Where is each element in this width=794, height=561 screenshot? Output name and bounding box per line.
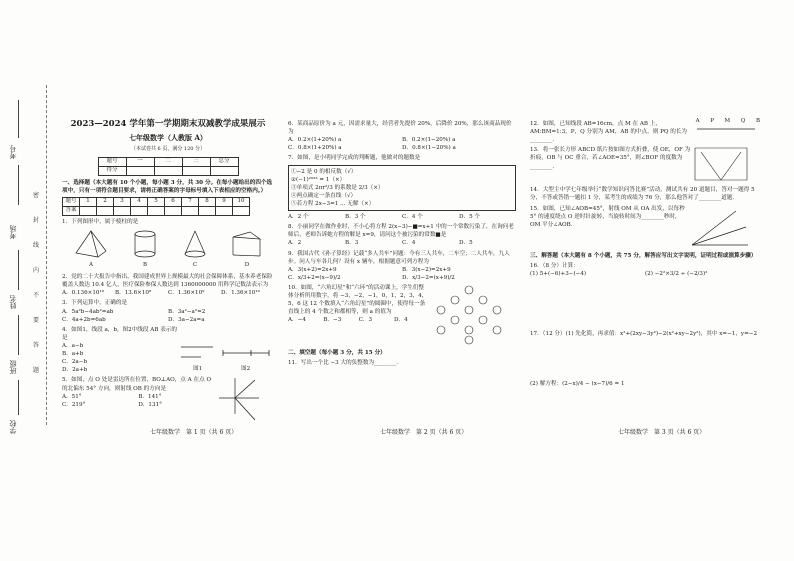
kaohao-line [18,100,19,138]
page-2-column [288,118,516,367]
q10-options [288,316,429,324]
question-9: 9．我国古代《孙子算经》记载“多人共车”问题：今有三人共车，二车空；二人共车，九人步。问人与车各几何？设有 x 辆车，根据题意可列方程为 [288,250,510,265]
answer-input-cell[interactable] [80,206,97,215]
q6-options [288,136,516,152]
q12-block [530,118,760,144]
fig2-caption: 图2 [241,366,251,373]
option: B．141° [138,393,162,400]
q12-figure [696,118,760,144]
judgement-item: ③单项式 2πr²/3 的系数是 2/3（×） [291,184,384,191]
answer-input-cell[interactable] [148,206,165,215]
score-input-cell[interactable] [126,166,154,175]
exam-title: 2023—2024 学年第一学期期末双减教学成果展示 [70,119,266,129]
q1-label: A [89,262,93,269]
answer-header-cell: 2 [97,197,114,206]
question-1: 1．下列图形中，属于棱柱的是 [62,218,139,225]
answer-input-cell[interactable] [216,206,233,215]
answer-label-cell: 答案 [63,206,80,215]
judgement-item: ①−2 是 0 的相反数（√） [291,168,357,175]
point-label: Q [740,118,746,124]
option: B．0.2×(1−20%) a [402,137,456,144]
option: D．1.36×10¹⁰ [221,290,260,297]
seal-char: 要 [33,317,40,324]
option: C．3 [358,317,373,324]
score-header-cell: 题号 [98,157,126,166]
kaochang-label: 考场 [9,225,17,239]
option: D．4 [393,317,408,324]
option: A．51° [62,393,82,400]
seal-char: 线 [33,242,40,249]
q4-block [62,324,274,375]
prism-figure [230,229,264,259]
q16-part-2: (2) −2²×3/2 ÷ (−2/3)² [645,270,708,277]
q16-answer-space[interactable] [530,278,760,328]
score-input-cell[interactable] [182,166,210,175]
q3-options [62,308,274,324]
section-1-heading: 一、选择题（本大题有 10 个小题，每小题 3 分，共 30 分。在每小题给出的四个选项中，只有一项符合题目要求，请将正确答案的字母标号填入下表相应的空格内。） [62,179,273,194]
question-14: 14．大型主中学七年级举行“数学知识问答比赛”活动，测试共有 20 道题目，答对一题得 5 分，不答或答错一题扣 1 分，某考生的成绩为 76 分，那么他答对了________道题． [530,187,755,202]
judgement-item: ④两点确定一条直线（√） [291,192,357,199]
seal-dashed-line [46,85,47,425]
seal-char: 内 [33,267,40,274]
xingming-line [18,250,19,290]
question-15: 15．如图，已知∠AOB=45°，射线 OM 从 OA 出发，以每秒 5° 的速度绕点 O 逆时针旋转，当旋转时间为________秒时，OM 平分∠AOB． [530,205,685,228]
q4-options [62,342,179,374]
answer-header-cell: 8 [199,197,216,206]
score-header-cell: 二 [154,157,182,166]
answer-input-cell[interactable] [199,206,216,215]
q1-label: D [244,262,250,269]
option: C．x/3+2=(x−9)/2 [288,274,341,281]
option: D．2a+b [62,367,88,374]
answer-header-cell: 7 [182,197,199,206]
option: D．3a−2a=a [168,316,205,323]
seal-char: 题 [33,367,40,374]
option: B．3(x−2)=2x+9 [402,266,451,273]
seal-char: 答 [33,342,40,349]
xingming-label: 姓名 [9,295,17,309]
option: B．a+b [62,351,84,358]
answer-header-cell: 9 [216,197,233,206]
q7-options [288,213,516,221]
answer-header-cell: 题号 [63,197,80,206]
fig1-caption: 图1 [193,366,203,373]
question-3: 3．下列运算中，正确的是 [62,300,128,307]
cone-figure [180,229,210,259]
angle-figure [686,203,752,249]
score-header-cell: 总分 [210,157,238,166]
q8-options [288,239,516,247]
question-12: 12．如图，已知线段 AB=16cm，点 M 在 AB 上，AM:BM=1:3，P，Q 分别为 AM，AB 的中点，则 PQ 的长为________． [530,121,687,144]
page-1-column [62,118,274,424]
option: C．4a+2b=6ab [62,316,106,323]
judgement-item: ②(−1)²⁰²³ = 1（×） [291,176,346,183]
q1-option-b [130,229,160,270]
q7-judgement-box [288,165,516,212]
option: B．3a²−a²=2 [168,308,206,315]
answer-header-cell: 3 [114,197,131,206]
exam-note: （本试卷共 6 页，满分 120 分） [130,146,206,153]
page-1-footer: 七年级数学 第 1 页（共 6 页） [150,429,238,436]
option: B．13.6×10⁸ [115,290,152,297]
q9-options [288,266,516,282]
cylinder-figure [130,229,160,259]
answer-table [62,197,250,216]
kaohao-label: 考号 [9,145,17,159]
option: A．0.2×(1+20%) a [288,137,342,144]
q1-option-d [230,229,264,270]
question-4: 4．如图1，线段 a，b，图2中线段 AB 表示的是 [62,326,177,341]
q1-option-a [72,229,110,270]
option: A．5a²b−4ab²=ab [62,308,114,315]
option: B．−3 [323,317,342,324]
page-3-column [530,118,760,388]
option: A．a−b [62,342,84,349]
xuexiao-label: 学校 [9,420,17,434]
seal-char: 封 [33,217,40,224]
q4-fig2 [221,341,271,374]
q13-block [530,144,760,184]
banji-label: 班级 [9,360,17,374]
answer-input-cell[interactable] [114,206,131,215]
option: D．5 个 [459,214,481,221]
option: A．0.136×10¹⁰ [62,290,104,297]
question-10: 10．如图，“六角幻星”和“六环”的活动课上，学生们整体分析所用数字，将 −3，−2，−1，0，1，2，3，4，5，6 这 12 个数填入“六角幻星”的圆圈中，使得每一条直线上的 4 个数之和都相等，则 a 的值为 [288,284,428,316]
page-2-footer: 七年级数学 第 2 页（共 6 页） [380,429,468,436]
point-label: B [755,118,760,124]
binding-strip [0,60,40,460]
answer-header-cell: 6 [165,197,182,206]
option: D．131° [138,401,162,408]
score-input-cell[interactable] [154,166,182,175]
answer-input-cell[interactable] [233,206,250,215]
question-7: 7．如图，是小明同学完成的判断题，他做对的题数是 [288,155,421,162]
answer-input-cell[interactable] [131,206,148,215]
question-5: 5．如图，点 O 处是雷达所在位置，BO⊥AO，点 A 在点 O 的北偏东 54° 方向，则射线 OB 的方向是 [62,377,212,392]
q1-option-c [180,229,210,270]
option: D．0.8×(1−20%) a [402,145,456,152]
radar-direction-figure [215,374,265,424]
xuexiao-line [18,380,19,415]
seal-char: 不 [33,292,40,299]
option: C．0.8×(1+20%) a [288,145,342,152]
banji-line [18,315,19,355]
segment-figure [179,341,217,363]
q10-block [288,282,516,346]
judgement-item: ⑤若方程 2x−3=1 ... 无解（×） [291,200,375,207]
point-label: M [724,118,731,124]
question-17: 17．（12 分）(1) 先化简，再求值：x²+(2xy−3y²)−2(x²+xy−2y²)，其中 x=−1，y=−2 [530,330,758,337]
question-2: 2．党的二十大报告中指出，我国建成世界上规模最大的社会保障体系，基本养老保险覆盖人数达 10.4 亿人，医疗保险参保人数达到 1360000000 用科学记数法表示为 [62,274,273,289]
option: D．5 [459,240,473,247]
section-3-heading: 三、解答题（本大题有 8 个小题，共 75 分，解答应写出文字说明，证明过程或演算步骤） [530,252,757,259]
option: A．−4 [288,317,306,324]
folded-paper-figure [691,144,751,184]
option: B．3 [345,240,359,247]
option: C．4 [402,240,416,247]
segment-ab-figure [221,341,271,363]
option: A．2 个 [288,214,309,221]
point-label: P [710,118,714,124]
answer-input-cell[interactable] [182,206,199,215]
question-16: 16．（8 分）计算： [530,262,579,269]
q4-figures [179,324,274,375]
score-input-cell[interactable] [210,166,238,175]
q15-block [530,203,760,249]
option: C．2a−b [62,359,88,366]
option: C．1.36×10⁹ [168,290,205,297]
option: D．x/3−2=(x+9)/2 [402,274,455,281]
q16-parts [530,270,760,278]
segment-line-figure [696,126,756,132]
q2-options [62,289,274,297]
question-17-part-2: (2) 解方程：(2−x)/4 − (x−7)/6 = 1 [530,380,625,387]
question-13: 13．将一张长方形 ABCD 纸片按如图方式折叠，使 OE，OF 为折痕，OB 与 OC 重合，若∠AOE=35°，则∠BOF 的度数为________． [530,147,691,170]
option: B．3 个 [345,214,366,221]
question-11: 11．写出一个比 −3 大的负整数为________． [288,360,403,367]
q16-part-1: (1) 5+(−6)+3−(−4) [530,270,587,277]
score-header-cell: 一 [126,157,154,166]
q12-point-labels [696,118,760,126]
section-2-heading: 二、填空题（每小题 3 分，共 15 分） [288,349,386,356]
page-3-footer: 七年级数学 第 3 页（共 6 页） [618,429,706,436]
six-ring-figure [429,282,509,346]
answer-input-cell[interactable] [165,206,182,215]
score-label-cell: 得分 [98,166,126,175]
question-8: 8．小丽同学在做作业时，不小心将方程 2(x−3)−■=x+1 中的一个常数污染了，在询问老师后，老师告诉她方程的解是 x=9，请问这个被污染的常数■是 [288,224,514,239]
kaochang-line [18,165,19,205]
option: C．219° [62,401,86,408]
seal-char: 密 [33,192,40,199]
question-6: 6．某商品原价为 a 元，因需求量大，经营者先提价 20%，后降价 20%，那么该商品现价为 [288,121,512,136]
answer-header-cell: 4 [131,197,148,206]
option: A．3(x+2)=2x+9 [288,266,337,273]
q1-label: C [192,262,198,269]
q5-block [62,374,274,424]
q1-label: B [142,262,148,269]
score-table [98,157,239,176]
exam-subtitle: 七年级数学（人教版 A） [129,133,207,143]
q4-fig1 [179,341,217,374]
answer-input-cell[interactable] [97,206,114,215]
option: A．2 [288,240,302,247]
answer-header-cell: 5 [148,197,165,206]
point-label: A [695,118,700,124]
q17-answer-space[interactable] [530,338,760,378]
q1-figures [62,229,274,270]
option: C．4 个 [402,214,423,221]
score-header-cell: 三 [182,157,210,166]
pyramid-figure [72,229,110,259]
q5-options [62,393,215,409]
answer-header-cell: 1 [80,197,97,206]
answer-header-cell: 10 [233,197,250,206]
